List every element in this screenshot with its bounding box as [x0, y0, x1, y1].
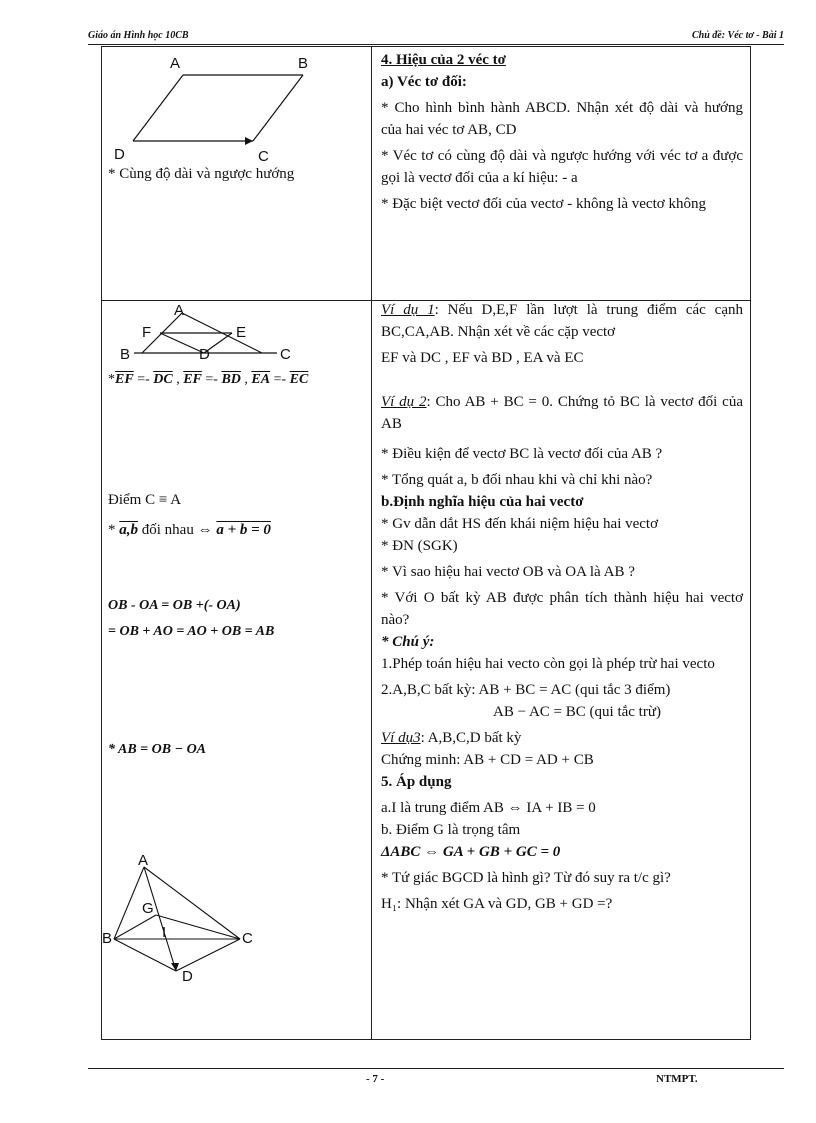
heading-5: 5. Áp dụng	[381, 774, 452, 790]
para-1: * Cho hình bình hành ABCD. Nhận xét độ dài và hướng của hai véc tơ AB, CD	[381, 100, 743, 138]
label-E: E	[236, 324, 247, 341]
footer-author: NTMPT.	[656, 1073, 698, 1085]
question-1: * Điều kiện để vectơ BC là vectơ đối của AB ?	[381, 446, 663, 462]
label-C: C	[242, 930, 253, 947]
left-r2: $*\overline{EF} =- \overline{DC}$ , $\overline{EF} =- \overline{BD}$ , $\overline{EA} =- \overline{EC}$	[108, 372, 309, 387]
subheading-b: b.Định nghĩa hiệu của hai vectơ	[381, 494, 584, 510]
apply-b2: ΔABC ⇔ GA + GB + GC = 0	[381, 844, 561, 860]
triangle-midpoint-figure	[112, 303, 302, 367]
label-A: A	[174, 303, 185, 319]
label-C: C	[280, 346, 291, 363]
label-D: D	[114, 146, 125, 163]
question-6: * Tứ giác BGCD là hình gì? Từ đó suy ra t/c gì?	[381, 870, 671, 886]
page-header	[88, 30, 784, 45]
left-r1: * Cùng độ dài và ngược hướng	[108, 166, 295, 182]
label-B: B	[102, 930, 113, 947]
note-2: 2.A,B,C bất kỳ: AB + BC = AC (qui tắc 3 điểm)	[381, 682, 671, 698]
example-1: Ví dụ 1: Nếu D,E,F lần lượt là trung điểm các cạnh BC,CA,AB. Nhận xét về các cặp vectơ	[381, 302, 743, 340]
label-B: B	[298, 55, 309, 72]
question-4: * Vì sao hiệu hai vectơ OB và OA là AB ?	[381, 564, 635, 580]
header-right: Chủ đề: Véc tơ - Bài 1	[691, 30, 784, 41]
parallelogram-figure	[108, 53, 358, 169]
example-2: Ví dụ 2: Cho AB + BC = 0. Chứng tỏ BC là vectơ đối của AB	[381, 394, 743, 432]
page-footer	[88, 1068, 784, 1085]
note-1: 1.Phép toán hiệu hai vecto còn gọi là phép trừ hai vecto	[381, 656, 715, 672]
question-h1: H₁: Nhận xét GA và GD, GB + GD =?	[381, 896, 613, 912]
definition-ref: * ĐN (SGK)	[381, 538, 458, 554]
question-3: * Gv dẫn dắt HS đến khái niệm hiệu hai vectơ	[381, 516, 659, 532]
label-D: D	[182, 968, 193, 983]
right-bottom-section	[381, 299, 743, 915]
example-3: Ví dụ3: A,B,C,D bất kỳ	[381, 730, 522, 746]
label-C: C	[258, 148, 269, 165]
label-G: G	[142, 900, 154, 917]
right-top-section	[381, 49, 743, 215]
label-B: B	[120, 346, 131, 363]
label-I: I	[162, 924, 167, 941]
subheading-a: a) Véc tơ đối:	[381, 74, 467, 90]
left-ab-opposite: * a,b đối nhau ⇔ a + b = 0	[108, 522, 271, 538]
column-divider	[371, 47, 372, 1039]
note-2b: AB − AC = BC (qui tắc trừ)	[493, 704, 661, 720]
example-1-pairs: EF và DC , EF và BD , EA và EC	[381, 350, 584, 366]
label-F: F	[142, 324, 152, 341]
header-left: Giáo án Hình học 10CB	[88, 30, 189, 41]
note-title: * Chú ý:	[381, 634, 435, 650]
heading-4: 4. Hiệu của 2 véc tơ	[381, 52, 506, 68]
prove: Chứng minh: AB + CD = AD + CB	[381, 752, 594, 768]
label-A: A	[170, 55, 181, 72]
lesson-table	[101, 46, 751, 1040]
left-c-equals-a: Điểm C ≡ A	[108, 492, 182, 508]
apply-a: a.I là trung điểm AB ⇔ IA + IB = 0	[381, 800, 596, 816]
left-ob-line2: = OB + AO = AO + OB = AB	[108, 624, 275, 639]
para-3: * Đặc biệt vectơ đối của vectơ - không là vectơ không	[381, 196, 706, 212]
question-5: * Với O bất kỳ AB được phân tích thành hiệu hai vectơ nào?	[381, 590, 743, 628]
question-2: * Tổng quát a, b đối nhau khi và chỉ khi nào?	[381, 472, 653, 488]
page-number: - 7 -	[366, 1073, 385, 1085]
left-ob-line1: OB - OA = OB +(- OA)	[108, 598, 241, 613]
label-D: D	[199, 346, 210, 363]
label-A: A	[138, 853, 149, 869]
quadrilateral-figure	[102, 853, 262, 983]
apply-b: b. Điểm G là trọng tâm	[381, 822, 521, 838]
left-ab-final: * AB = OB − OA	[108, 742, 207, 757]
para-2: * Véc tơ có cùng độ dài và ngược hướng với véc tơ a được gọi là vectơ đối của a kí hiệu: - a	[381, 148, 743, 186]
